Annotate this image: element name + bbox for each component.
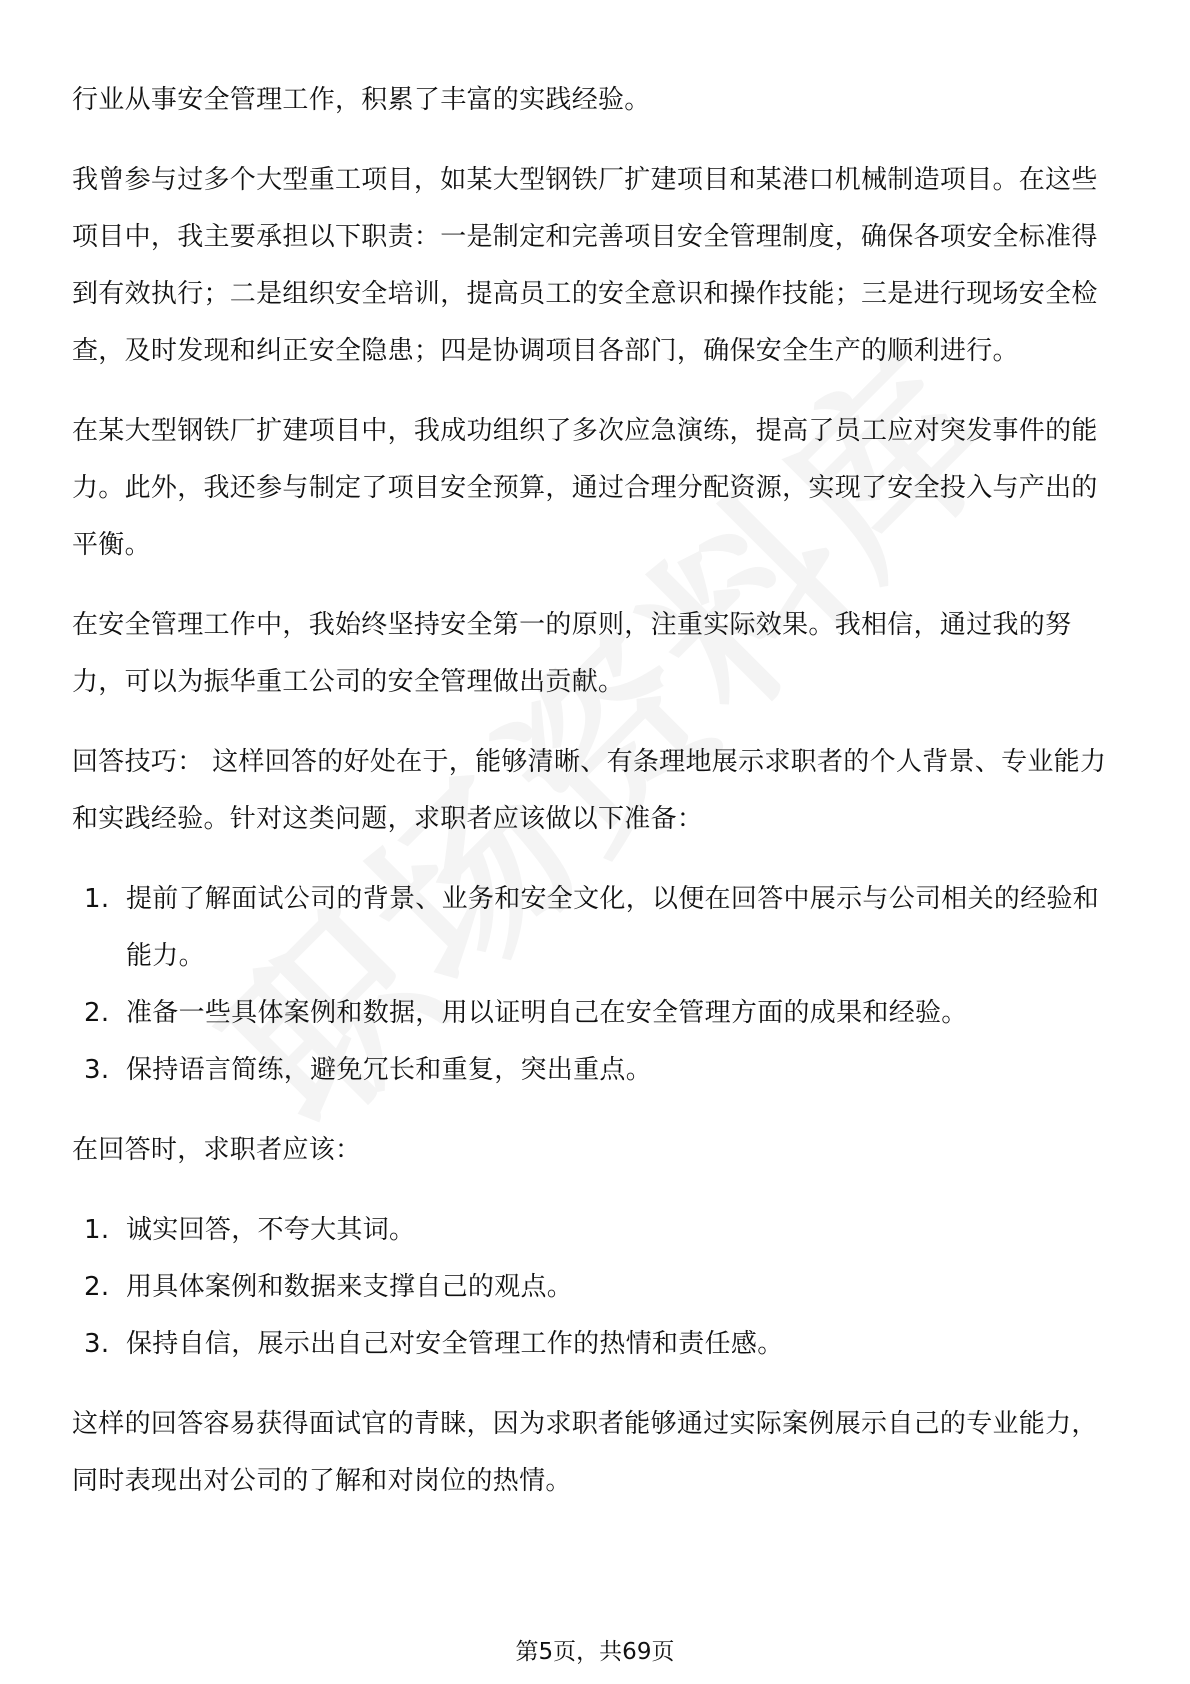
list-item-text: 保持自信，展示出自己对安全管理工作的热情和责任感。 <box>126 1329 784 1359</box>
paragraph-emergency-drills: 在某大型钢铁厂扩建项目中，我成功组织了多次应急演练，提高了员工应对突发事件的能力。此外，我还参与制定了项目安全预算，通过合理分配资源，实现了安全投入与产出的平衡。 <box>72 416 1098 560</box>
list-item <box>72 1259 1120 1316</box>
paragraph-project-duties: 我曾参与过多个大型重工项目，如某大型钢铁厂扩建项目和某港口机械制造项目。在这些项目中，我主要承担以下职责：一是制定和完善项目安全管理制度，确保各项安全标准得到有效执行；二是组织安全培训，提高员工的安全意识和操作技能；三是进行现场安全检查，及时发现和纠正安全隐患；四是协调项目各部门，确保安全生产的顺利进行。 <box>72 165 1098 366</box>
list-item <box>72 1316 1120 1373</box>
paragraph-answer-tips: 回答技巧： 这样回答的好处在于，能够清晰、有条理地展示求职者的个人背景、专业能力和实践经验。针对这类问题，求职者应该做以下准备： <box>72 747 1107 834</box>
list-number: 1. <box>84 1215 110 1245</box>
list-item <box>72 1202 1120 1259</box>
list-item-text: 提前了解面试公司的背景、业务和安全文化，以便在回答中展示与公司相关的经验和能力。 <box>126 884 1100 971</box>
paragraph-intro-continuation: 行业从事安全管理工作，积累了丰富的实践经验。 <box>72 85 651 115</box>
list-number: 3. <box>84 1055 110 1085</box>
list-item-text: 诚实回答，不夸大其词。 <box>126 1215 416 1245</box>
list-item-text: 保持语言简练，避免冗长和重复，突出重点。 <box>126 1055 653 1085</box>
list-item <box>72 1042 1120 1099</box>
paragraph-when-answering: 在回答时，求职者应该： <box>72 1135 362 1165</box>
list-number: 3. <box>84 1329 110 1359</box>
list-item <box>72 871 1120 985</box>
document-body <box>72 72 1120 1533</box>
list-item-text: 用具体案例和数据来支撑自己的观点。 <box>126 1272 574 1302</box>
list-number: 1. <box>84 884 110 914</box>
page-number-footer: 第5页，共69页 <box>515 1639 675 1665</box>
list-number: 2. <box>84 1272 110 1302</box>
answering-tips-list <box>72 1202 1120 1373</box>
paragraph-safety-principle: 在安全管理工作中，我始终坚持安全第一的原则，注重实际效果。我相信，通过我的努力，可以为振华重工公司的安全管理做出贡献。 <box>72 610 1072 697</box>
list-item-text: 准备一些具体案例和数据，用以证明自己在安全管理方面的成果和经验。 <box>126 998 968 1028</box>
list-item <box>72 985 1120 1042</box>
list-number: 2. <box>84 998 110 1028</box>
preparation-list <box>72 871 1120 1099</box>
paragraph-conclusion: 这样的回答容易获得面试官的青睐，因为求职者能够通过实际案例展示自己的专业能力，同时表现出对公司的了解和对岗位的热情。 <box>72 1409 1098 1496</box>
